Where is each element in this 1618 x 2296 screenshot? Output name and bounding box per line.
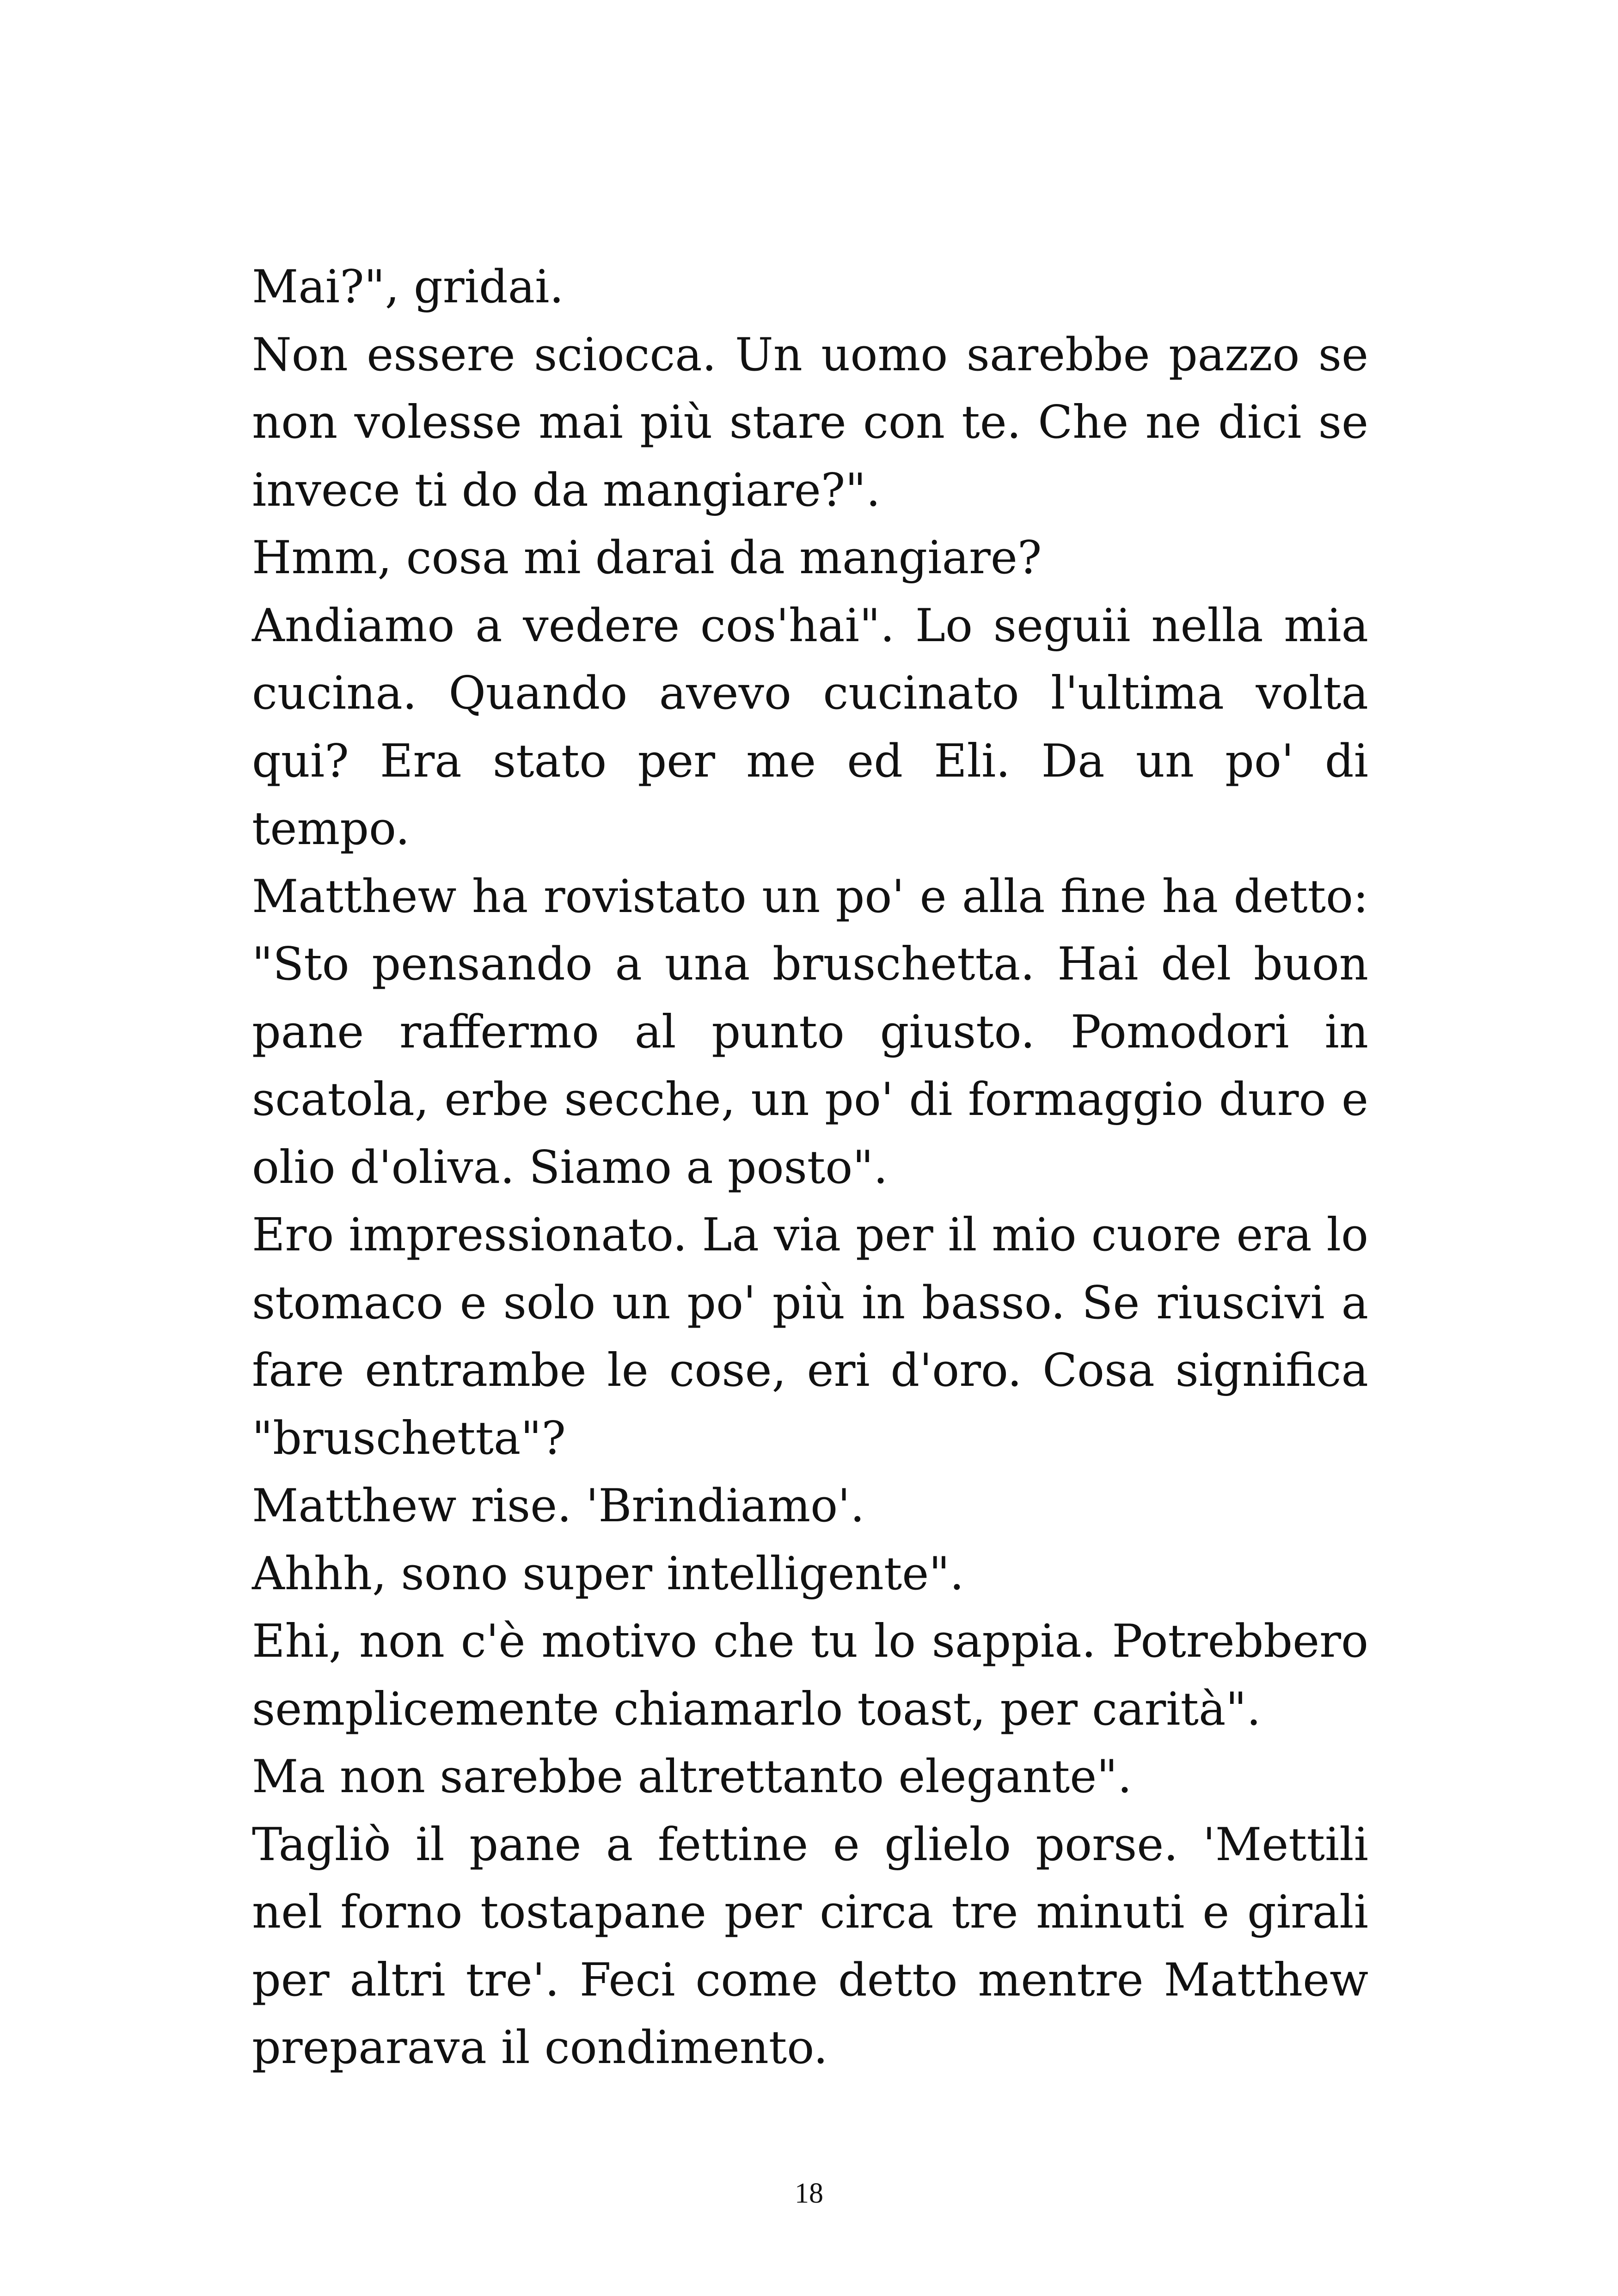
paragraph-11: Tagliò il pane a fettine e glielo porse. 'Mettili nel forno tostapane per circa tre minuti e girali per altri tre'. Feci come detto mentre Matthew preparava il condimento.	[252, 1818, 1368, 2074]
paragraph-7: Matthew rise. 'Brindiamo'.	[252, 1480, 865, 1532]
paragraph-1: Mai?", gridai.	[252, 261, 564, 313]
paragraph-8: Ahhh, sono super intelligente".	[252, 1547, 964, 1600]
paragraph-5: Matthew ha rovistato un po' e alla fine ha detto: "Sto pensando a una bruschetta. Hai del buon pane raffermo al punto giusto. Pomodori in scatola, erbe secche, un po' di formaggio duro e olio d'oliva. Siamo a posto".	[252, 870, 1368, 1194]
body-text	[252, 253, 1368, 2082]
paragraph-10: Ma non sarebbe altrettanto elegante".	[252, 1751, 1132, 1803]
paragraph-3: Hmm, cosa mi darai da mangiare?	[252, 532, 1042, 584]
paragraph-9: Ehi, non c'è motivo che tu lo sappia. Potrebbero semplicemente chiamarlo toast, per carità".	[252, 1615, 1368, 1736]
page-number: 18	[795, 2178, 823, 2209]
paragraph-2: Non essere sciocca. Un uomo sarebbe pazzo se non volesse mai più stare con te. Che ne dici se invece ti do da mangiare?".	[252, 328, 1368, 517]
paragraph-4: Andiamo a vedere cos'hai". Lo seguii nella mia cucina. Quando avevo cucinato l'ultima volta qui? Era stato per me ed Eli. Da un po' di tempo.	[252, 599, 1368, 855]
paragraph-6: Ero impressionato. La via per il mio cuore era lo stomaco e solo un po' più in basso. Se riuscivi a fare entrambe le cose, eri d'oro. Cosa significa "bruschetta"?	[252, 1209, 1368, 1465]
